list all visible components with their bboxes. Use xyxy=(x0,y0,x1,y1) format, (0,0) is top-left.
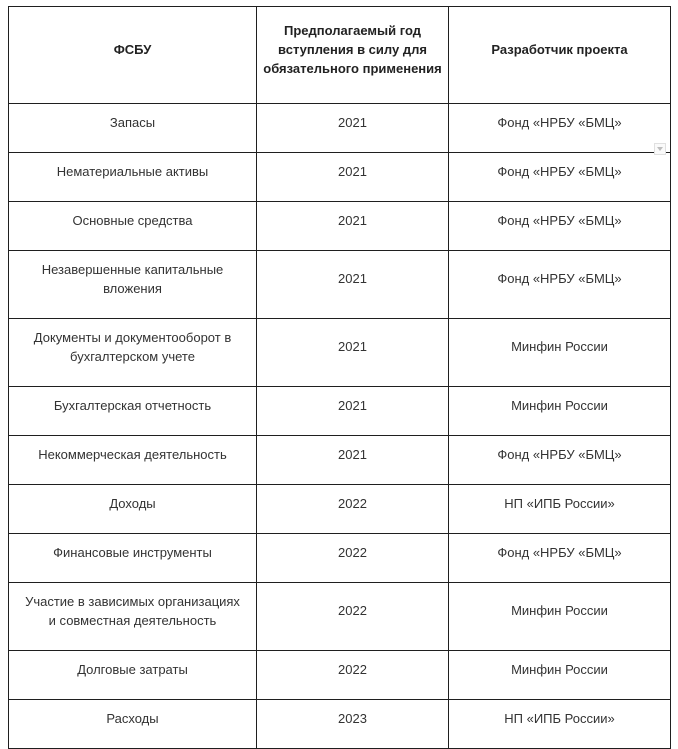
cell-year: 2021 xyxy=(257,319,449,387)
cell-year: 2022 xyxy=(257,583,449,651)
cell-developer: Фонд «НРБУ «БМЦ» xyxy=(449,436,671,485)
header-year: Предполагаемый год вступления в силу для обязательного применения xyxy=(257,7,449,104)
header-fsbu: ФСБУ xyxy=(9,7,257,104)
table-row xyxy=(9,534,671,583)
table-row xyxy=(9,700,671,749)
cell-fsbu: Основные средства xyxy=(9,202,257,251)
cell-year: 2022 xyxy=(257,651,449,700)
table-row xyxy=(9,202,671,251)
cell-developer: Минфин России xyxy=(449,651,671,700)
cell-year: 2023 xyxy=(257,700,449,749)
cell-fsbu: Некоммерческая деятельность xyxy=(9,436,257,485)
cell-fsbu: Документы и документооборот в бухгалтерском учете xyxy=(9,319,257,387)
cell-year: 2022 xyxy=(257,485,449,534)
cell-year: 2021 xyxy=(257,251,449,319)
cell-fsbu: Участие в зависимых организациях и совместная деятельность xyxy=(9,583,257,651)
fsbu-table xyxy=(8,6,671,749)
cell-developer: НП «ИПБ России» xyxy=(449,700,671,749)
chevron-down-icon[interactable] xyxy=(654,143,666,155)
cell-developer: Минфин России xyxy=(449,387,671,436)
cell-developer: Фонд «НРБУ «БМЦ» xyxy=(449,153,671,202)
table-row xyxy=(9,104,671,153)
cell-year: 2021 xyxy=(257,387,449,436)
table-row xyxy=(9,251,671,319)
table-row xyxy=(9,651,671,700)
cell-fsbu: Бухгалтерская отчетность xyxy=(9,387,257,436)
cell-developer: Минфин России xyxy=(449,583,671,651)
table-row xyxy=(9,153,671,202)
cell-year: 2021 xyxy=(257,436,449,485)
cell-year: 2021 xyxy=(257,153,449,202)
cell-fsbu: Запасы xyxy=(9,104,257,153)
cell-developer: Фонд «НРБУ «БМЦ» xyxy=(449,251,671,319)
table-header-row xyxy=(9,7,671,104)
cell-developer: Фонд «НРБУ «БМЦ» xyxy=(449,104,671,153)
cell-year: 2021 xyxy=(257,104,449,153)
table-row xyxy=(9,436,671,485)
cell-year: 2021 xyxy=(257,202,449,251)
cell-developer: Фонд «НРБУ «БМЦ» xyxy=(449,202,671,251)
cell-fsbu: Долговые затраты xyxy=(9,651,257,700)
cell-fsbu: Доходы xyxy=(9,485,257,534)
cell-developer: Фонд «НРБУ «БМЦ» xyxy=(449,534,671,583)
table-row xyxy=(9,319,671,387)
cell-fsbu: Расходы xyxy=(9,700,257,749)
cell-developer: Минфин России xyxy=(449,319,671,387)
table-row xyxy=(9,583,671,651)
cell-fsbu: Нематериальные активы xyxy=(9,153,257,202)
cell-fsbu: Финансовые инструменты xyxy=(9,534,257,583)
header-developer: Разработчик проекта xyxy=(449,7,671,104)
cell-developer: НП «ИПБ России» xyxy=(449,485,671,534)
cell-year: 2022 xyxy=(257,534,449,583)
table-row xyxy=(9,485,671,534)
cell-fsbu: Незавершенные капитальные вложения xyxy=(9,251,257,319)
table-row xyxy=(9,387,671,436)
